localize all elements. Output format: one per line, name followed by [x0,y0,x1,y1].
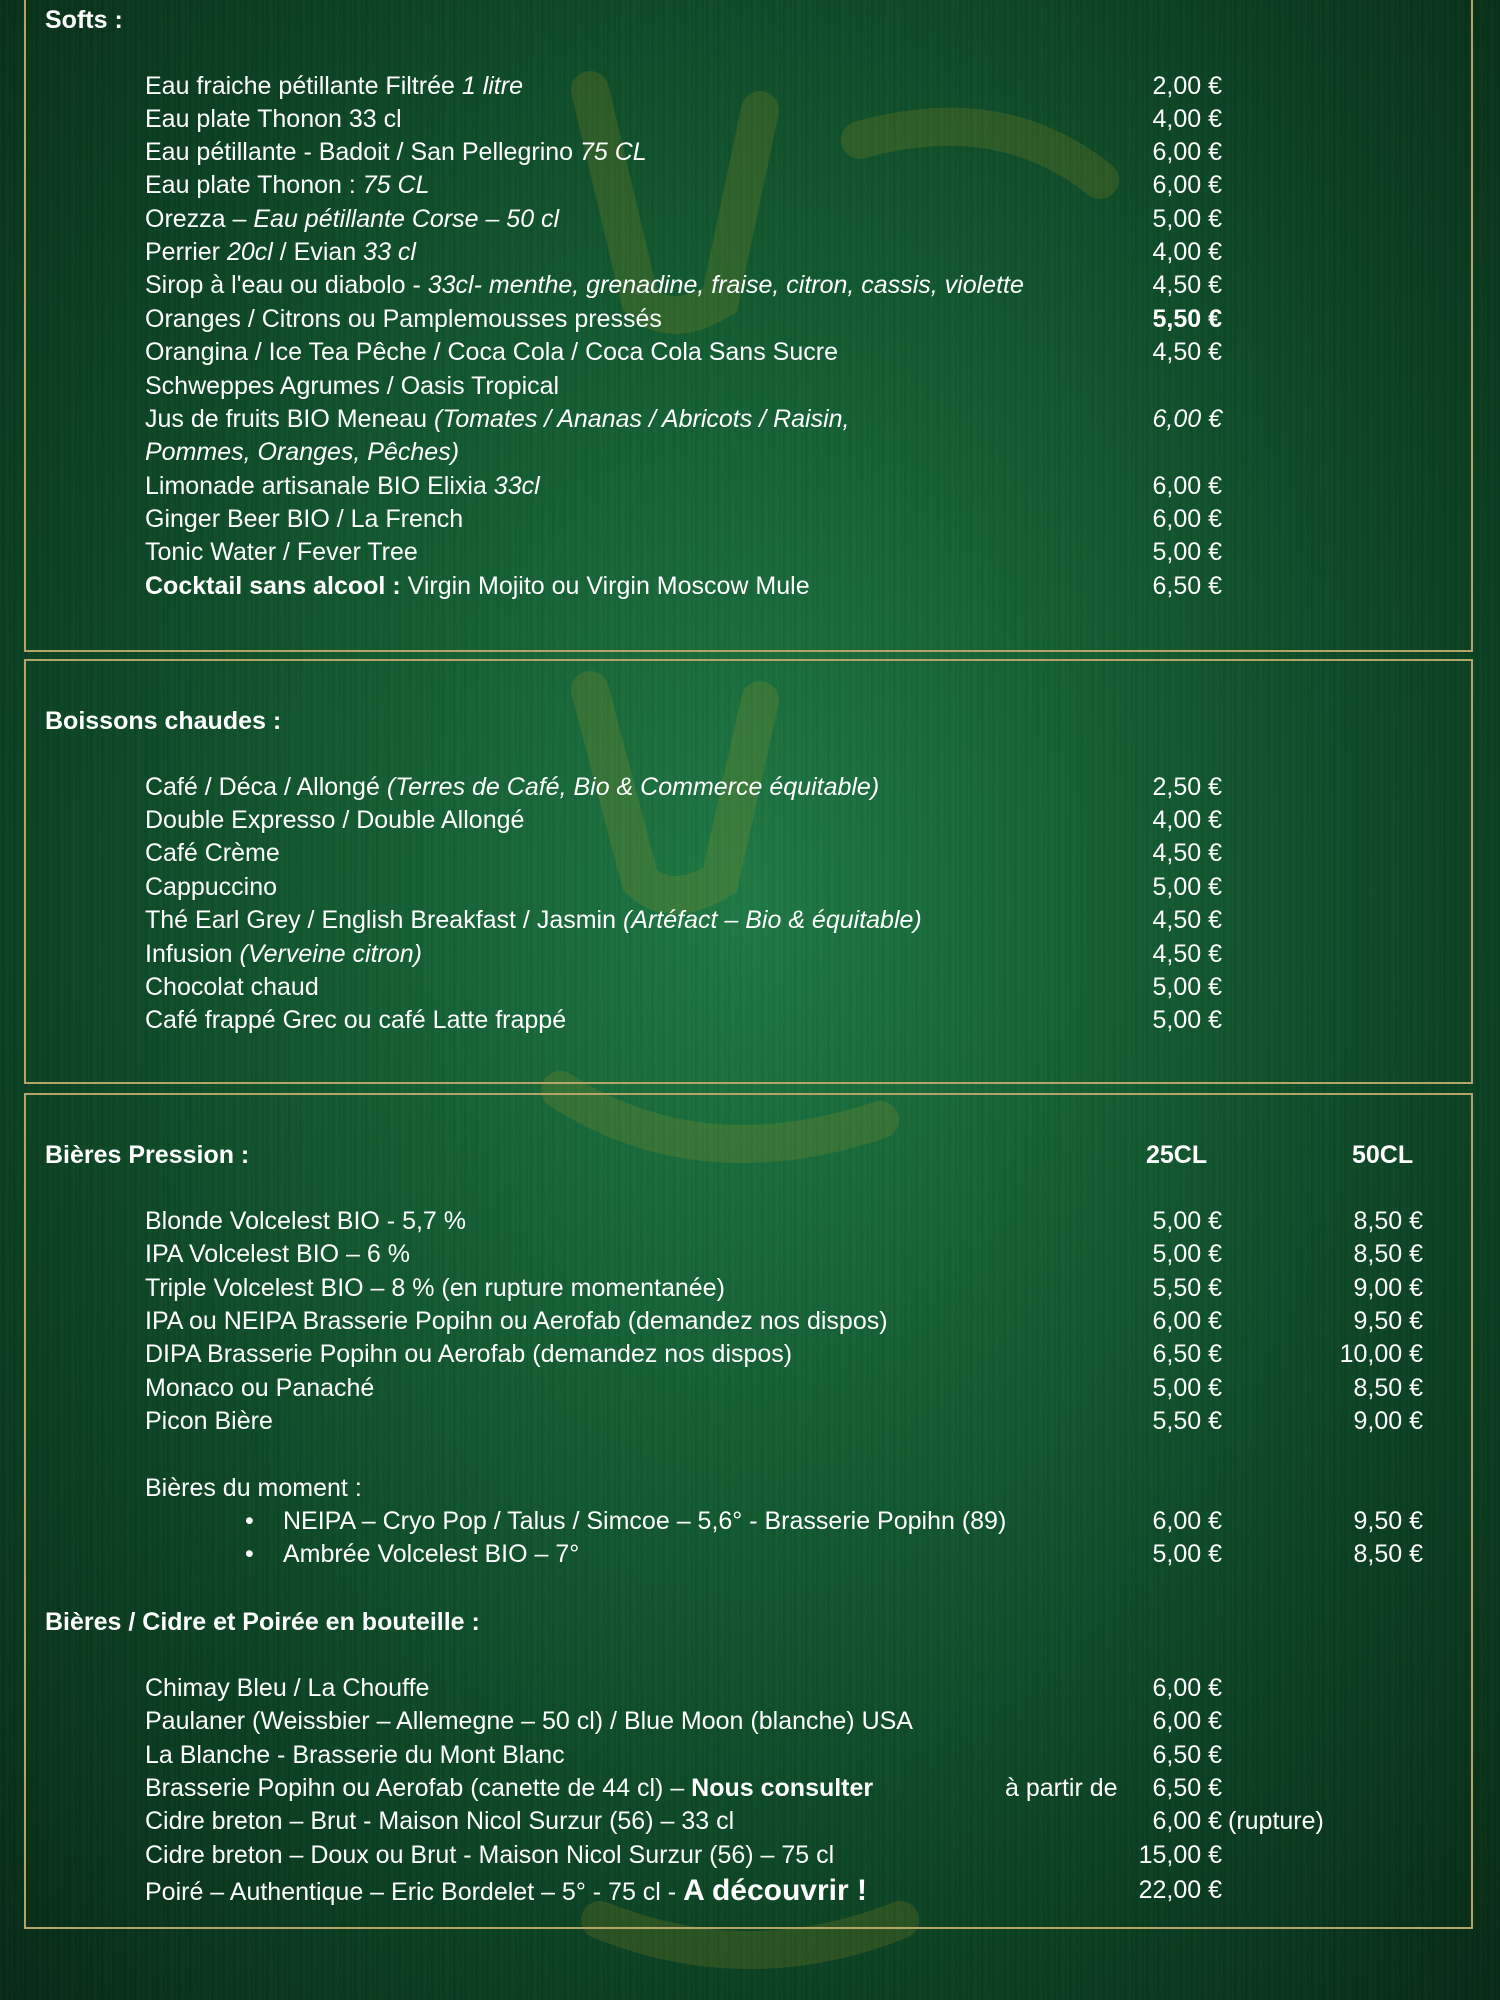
menu-item: Orezza – Eau pétillante Corse – 50 cl 5,00 € [145,203,1425,236]
price-50cl: 8,50 € [1353,1240,1423,1268]
bullet-icon: • [245,1540,254,1568]
item-price: 4,50 € [1152,338,1222,366]
menu-item: Eau plate Thonon 33 cl 4,00 € [145,103,1425,136]
menu-item: Schweppes Agrumes / Oasis Tropical [145,372,560,400]
item-price: 5,50 € [1152,305,1222,333]
item-price: 4,00 € [1152,105,1222,133]
column-header-50cl: 50CL [1352,1141,1414,1169]
item-price: 4,00 € [1152,238,1222,266]
menu-item: Cappuccino 5,00 € [145,871,1425,904]
menu-item: Cidre breton – Doux ou Brut - Maison Nicol Surzur (56) – 75 cl 15,00 € [145,1839,1425,1872]
item-price: 6,50 € [1152,572,1222,600]
price-50cl: 10,00 € [1339,1340,1423,1368]
menu-item: Blonde Volcelest BIO - 5,7 % 5,00 € 8,50 € [145,1205,1425,1238]
item-price: 6,00 € [1152,171,1222,199]
item-price: 22,00 € [1138,1876,1222,1904]
item-price: 5,00 € [1152,538,1222,566]
menu-item: Picon Bière 5,50 € 9,00 € [145,1405,1425,1438]
item-price: 5,00 € [1152,1006,1222,1034]
price-50cl: 8,50 € [1353,1540,1423,1568]
item-price: 2,00 € [1152,72,1222,100]
menu-item: Eau pétillante - Badoit / San Pellegrino 75 CL 6,00 € [145,136,1425,169]
price-25cl: 5,00 € [1152,1374,1222,1402]
menu-item: Paulaner (Weissbier – Allemegne – 50 cl) / Blue Moon (blanche) USA 6,00 € [145,1705,1425,1738]
menu-item: Eau fraiche pétillante Filtrée 1 litre 2,00 € [145,70,1425,103]
menu-item: Brasserie Popihn ou Aerofab (canette de 44 cl) – Nous consulter à partir de 6,50 € [145,1772,1425,1805]
menu-item: Tonic Water / Fever Tree 5,00 € [145,536,1425,569]
item-price: 4,00 € [1152,806,1222,834]
menu-item: Perrier 20cl / Evian 33 cl 4,00 € [145,236,1425,269]
menu-item: Cidre breton – Brut - Maison Nicol Surzur (56) – 33 cl 6,00 € (rupture) [145,1805,1425,1838]
item-price: 5,00 € [1152,973,1222,1001]
menu-item: Poiré – Authentique – Eric Bordelet – 5° - 75 cl - A découvrir ! 22,00 € [145,1874,1222,1907]
price-25cl: 5,50 € [1152,1274,1222,1302]
menu-item: Limonade artisanale BIO Elixia 33cl 6,00 € [145,470,1425,503]
price-25cl: 6,00 € [1152,1307,1222,1335]
bouteille-title: Bières / Cidre et Poirée en bouteille : [45,1608,480,1636]
menu-item: • Ambrée Volcelest BIO – 7° 5,00 € 8,50 € [145,1538,1425,1571]
menu-item: Monaco ou Panaché 5,00 € 8,50 € [145,1372,1425,1405]
menu-item: IPA Volcelest BIO – 6 % 5,00 € 8,50 € [145,1238,1425,1271]
menu-item: Oranges / Citrons ou Pamplemousses pressés 5,50 € [145,303,1425,336]
menu-item: Double Expresso / Double Allongé 4,00 € [145,804,1425,837]
item-price: 15,00 € [1138,1841,1222,1869]
item-price: 6,00 € [1152,405,1222,433]
rupture-note: (rupture) [1228,1807,1324,1835]
item-price: 6,00 € [1152,138,1222,166]
menu-item: Orangina / Ice Tea Pêche / Coca Cola / Coca Cola Sans Sucre 4,50 € [145,336,1425,369]
item-price: 6,00 € [1152,472,1222,500]
item-price: 5,00 € [1152,205,1222,233]
price-25cl: 5,00 € [1152,1540,1222,1568]
item-price: 6,00 € [1152,1807,1222,1835]
item-price: 6,00 € [1152,1707,1222,1735]
price-prefix: à partir de [1005,1774,1118,1802]
menu-item: Jus de fruits BIO Meneau (Tomates / Ananas / Abricots / Raisin, 6,00 € [145,403,1425,436]
item-price: 6,00 € [1152,1674,1222,1702]
menu-item: Café / Déca / Allongé (Terres de Café, Bio & Commerce équitable) 2,50 € [145,771,1425,804]
price-25cl: 5,50 € [1152,1407,1222,1435]
item-price: 5,00 € [1152,873,1222,901]
menu-item: IPA ou NEIPA Brasserie Popihn ou Aerofab (demandez nos dispos) 6,00 € 9,50 € [145,1305,1425,1338]
bullet-icon: • [245,1507,254,1535]
price-25cl: 5,00 € [1152,1207,1222,1235]
price-50cl: 9,50 € [1353,1507,1423,1535]
item-price: 4,50 € [1152,906,1222,934]
menu-item: DIPA Brasserie Popihn ou Aerofab (demandez nos dispos) 6,50 € 10,00 € [145,1338,1425,1371]
item-price: 6,50 € [1152,1741,1222,1769]
price-25cl: 6,50 € [1152,1340,1222,1368]
item-price: 4,50 € [1152,839,1222,867]
softs-title: Softs : [45,6,123,34]
menu-item: Triple Volcelest BIO – 8 % (en rupture momentanée) 5,50 € 9,00 € [145,1272,1425,1305]
item-price: 6,00 € [1152,505,1222,533]
item-price: 4,50 € [1152,271,1222,299]
menu-item: Chimay Bleu / La Chouffe 6,00 € [145,1672,1425,1705]
menu-item: Infusion (Verveine citron) 4,50 € [145,938,1425,971]
menu-item: Thé Earl Grey / English Breakfast / Jasmin (Artéfact – Bio & équitable) 4,50 € [145,904,1425,937]
menu-item-continued: Pommes, Oranges, Pêches) [145,438,460,466]
menu-item: Ginger Beer BIO / La French 6,00 € [145,503,1425,536]
price-50cl: 8,50 € [1353,1207,1423,1235]
price-25cl: 6,00 € [1152,1507,1222,1535]
price-50cl: 9,50 € [1353,1307,1423,1335]
price-25cl: 5,00 € [1152,1240,1222,1268]
item-price: 6,50 € [1152,1774,1222,1802]
price-50cl: 8,50 € [1353,1374,1423,1402]
menu-item: Sirop à l'eau ou diabolo - 33cl- menthe, grenadine, fraise, citron, cassis, violette 4,50 € [145,269,1425,302]
menu-item: Café Crème 4,50 € [145,837,1425,870]
pression-title: Bières Pression : [45,1141,250,1169]
price-50cl: 9,00 € [1353,1407,1423,1435]
chaudes-title: Boissons chaudes : [45,707,282,735]
menu-item: La Blanche - Brasserie du Mont Blanc 6,50 € [145,1739,1425,1772]
moment-subtitle: Bières du moment : [145,1474,362,1502]
menu-item: • NEIPA – Cryo Pop / Talus / Simcoe – 5,6° - Brasserie Popihn (89) 6,00 € 9,50 € [145,1505,1425,1538]
menu-item: Chocolat chaud 5,00 € [145,971,1425,1004]
item-price: 4,50 € [1152,940,1222,968]
price-50cl: 9,00 € [1353,1274,1423,1302]
column-header-25cl: 25CL [1146,1141,1208,1169]
item-price: 2,50 € [1152,773,1222,801]
menu-item: Cocktail sans alcool : Virgin Mojito ou Virgin Moscow Mule 6,50 € [145,570,1425,603]
menu-item: Eau plate Thonon : 75 CL 6,00 € [145,169,1425,202]
menu-item: Café frappé Grec ou café Latte frappé 5,00 € [145,1004,1425,1037]
